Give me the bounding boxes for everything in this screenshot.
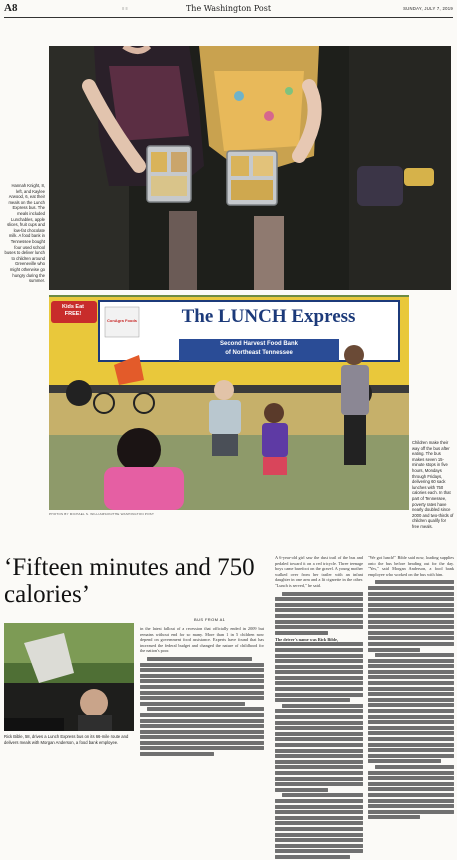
photo-kids-eating [49,46,451,290]
article-col-2 [275,555,363,860]
byline-from: FROM A1 [204,617,226,622]
registration-marks: ≡ ≡ [122,6,128,11]
article-col-1 [140,626,264,758]
issue-date: SUNDAY, JULY 7, 2019 [403,6,453,11]
photo1-caption: Hannah Knight, 8, left, and Kaylee Arwood, 6, eat their meals on the Lunch Express bus. The meals included Lunchables, apple slices, fruit cups and low-fat chocolate milk. A food bank in Tennessee bought four used school buses to deliver lunch to children around Greeneville who might otherwise go hungry during the summer. [4,183,45,284]
photo-driver-rick-bible [4,623,134,731]
col2-body: A 6-year-old girl saw the dust trail of the bus and pedaled toward it on a red tricycle. Three teenage boys came barefoot on the gravel. A young mother walked over from her trailer with an infant daughter in one arm and a lit cigarette in the other. "Lunch is served," he said. [275,555,363,588]
photo-driver-illustration [4,623,134,731]
page-number: A8 [4,2,18,14]
col3-body: "We got lunch!" Bible said now, loading supplies onto the bus before heading out for the day. "Yes," said Morgan Anderson, a food bank employee who worked on the bus with him. [368,555,454,577]
kids-eat-free-label: Kids Eat FREE! [61,304,84,317]
article-byline [194,617,225,622]
col2-lead: The driver's name was Rick Bible, [275,636,339,642]
photo-lunch-express-bus [49,295,409,510]
photo-credit: PHOTOS BY MICHAEL S. WILLIAMSON/THE WASHINGTON POST [49,512,155,516]
masthead: The Washington Post [185,4,272,13]
photo3-caption: Rick Bible, 58, drives a Lunch Express bus on its 66-mile route and delivers meals with Morgan Anderson, a food bank employee. [4,734,129,745]
photo-kids-eating-illustration [49,46,451,290]
photo2-caption: Children make their way off the bus after eating. The bus makes seven 15-minute stops in five hours, Mondays through Fridays, delivering 60 sack lunches with 750 calories each. In that part of Tennessee, poverty rates have nearly doubled since 2000 and two-thirds of children qualify for free meals. [412,440,454,529]
food-bank-name-line1: Second Harvest Food Bank [219,341,299,347]
article-col-3 [368,555,454,821]
col1-body: in the latest fallout of a recession that officially ended in 2009 but remains without end for so many. More than 1 in 5 children now depend on government food assistance. Experts have found that has increased the federal budget and changed the nature of childhood for the nation's poor. [140,626,264,654]
article-headline: ‘Fifteen minutes and 750 calories’ [4,554,255,608]
food-bank-name-line2: of Northeast Tennessee [225,350,293,356]
sponsor-logo: ConAgra Foods [107,318,137,323]
byline-section: BUS [194,617,204,622]
lunch-express-sign: The LUNCH Express [181,306,356,327]
header-rule [4,17,453,18]
